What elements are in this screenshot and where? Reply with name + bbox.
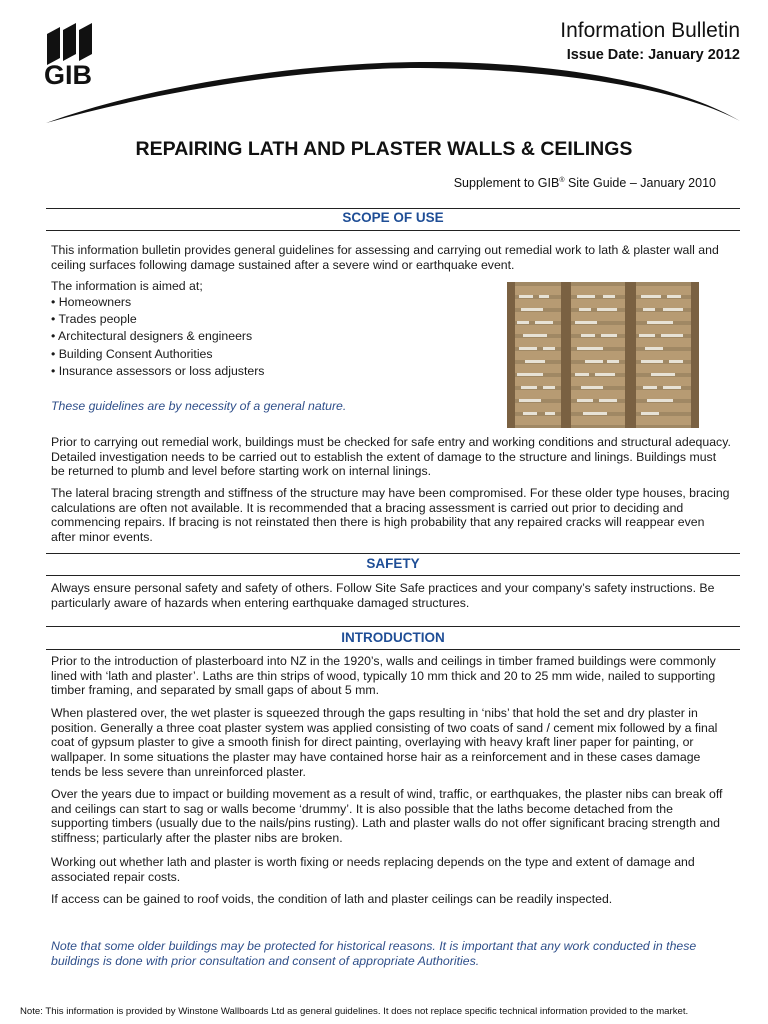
footer-note: Note: This information is provided by Winstone Wallboards Ltd as general guidelines. It does not replace specific technical information provided to the market. <box>20 1006 689 1017</box>
safety-heading: SAFETY <box>366 556 420 571</box>
divider <box>46 626 740 627</box>
supplement-prefix: Supplement to GIB <box>453 176 560 190</box>
safety-paragraph: Always ensure personal safety and safety of others. Follow Site Safe practices and your company’s safety instructions. Be particularly aware of hazards when entering earthquake damaged structures. <box>51 581 715 610</box>
list-item: • Insurance assessors or loss adjusters <box>51 363 264 380</box>
divider <box>46 649 740 650</box>
bulletin-title: Information Bulletin <box>560 19 740 42</box>
supplement-suffix: Site Guide – January 2010 <box>564 176 716 190</box>
divider <box>46 553 740 554</box>
divider <box>46 208 740 209</box>
list-item: • Homeowners <box>51 294 264 311</box>
list-item: • Building Consent Authorities <box>51 346 264 363</box>
aimed-at-label: The information is aimed at; <box>51 279 203 293</box>
registered-mark: ® <box>559 176 565 184</box>
logo-text: GIB <box>44 60 93 90</box>
scope-heading: SCOPE OF USE <box>342 210 444 225</box>
scope-intro: This information bulletin provides general guidelines for assessing and carrying out remedial work to lath & plaster wall and ceiling surfaces following damage sustained after a severe wind or earthquake event. <box>51 243 719 272</box>
divider <box>46 575 740 576</box>
scope-bracing-paragraph: The lateral bracing strength and stiffness of the structure may have been compromised. For these older type houses, bracing calculations are often not available. It is recommended that a bracing assessment is carried out prior to deciding and commencing repairs. If bracing is not reinstated then there is high probability that any repaired cracks will reappear even after minor events. <box>51 486 730 545</box>
issue-date: Issue Date: January 2012 <box>566 47 740 63</box>
introduction-heading: INTRODUCTION <box>341 630 445 645</box>
document-title: REPAIRING LATH AND PLASTER WALLS & CEILINGS <box>135 138 633 160</box>
header-swoosh <box>0 55 768 135</box>
scope-checks-paragraph: Prior to carrying out remedial work, buildings must be checked for safe entry and working conditions and structural adequacy. Detailed investigation needs to be carried out to establish the extent of damage to the structure and linings. Buildings must be returned to plumb and level before starting work on internal linings. <box>51 435 731 479</box>
intro-paragraph-4: Working out whether lath and plaster is worth fixing or needs replacing depends on the type and extent of damage and associated repair costs. <box>51 855 695 884</box>
intro-paragraph-5: If access can be gained to roof voids, the condition of lath and plaster ceilings can be readily inspected. <box>51 892 613 906</box>
list-item: • Trades people <box>51 311 264 328</box>
list-item: • Architectural designers & engineers <box>51 328 264 345</box>
divider <box>46 230 740 231</box>
supplement-line <box>454 176 716 190</box>
audience-list <box>51 294 264 380</box>
intro-paragraph-3: Over the years due to impact or building movement as a result of wind, traffic, or earthquakes, the plaster nibs can break off and ceilings can start to sag or walls become ‘drummy’. It is also possible that the laths become detached from the supporting timbers (usually due to the nails/pins rusting). Lath and plaster walls do not offer significant bracing strength and stiffness; particularly after the plaster nibs are broken. <box>51 787 723 846</box>
historical-protection-note: Note that some older buildings may be protected for historical reasons. It is important that any work conducted in these buildings is done with prior consultation and consent of appropriate Authorities. <box>51 939 697 968</box>
intro-paragraph-1: Prior to the introduction of plasterboard into NZ in the 1920’s, walls and ceilings in timber framed buildings were commonly lined with ‘lath and plaster’. Laths are thin strips of wood, typically 10 mm thick and 20 to 25 mm wide, nailed to supporting timber framing, and separated by small gaps of about 5 mm. <box>51 654 716 698</box>
intro-paragraph-2: When plastered over, the wet plaster is squeezed through the gaps resulting in ‘nibs’ that hold the set and dry plaster in position. Generally a three coat plaster system was applied consisting of two coats of sand / cement mix followed by a final coat of gypsum plaster to give a smooth finish for direct painting, overlaying with heavy kraft liner paper for painting, or wallpaper. In some situations the plaster may have contained horse hair as a reinforcement and in these cases damage tends be less severe than unreinforced plaster. <box>51 706 718 779</box>
general-nature-note: These guidelines are by necessity of a general nature. <box>51 399 347 413</box>
